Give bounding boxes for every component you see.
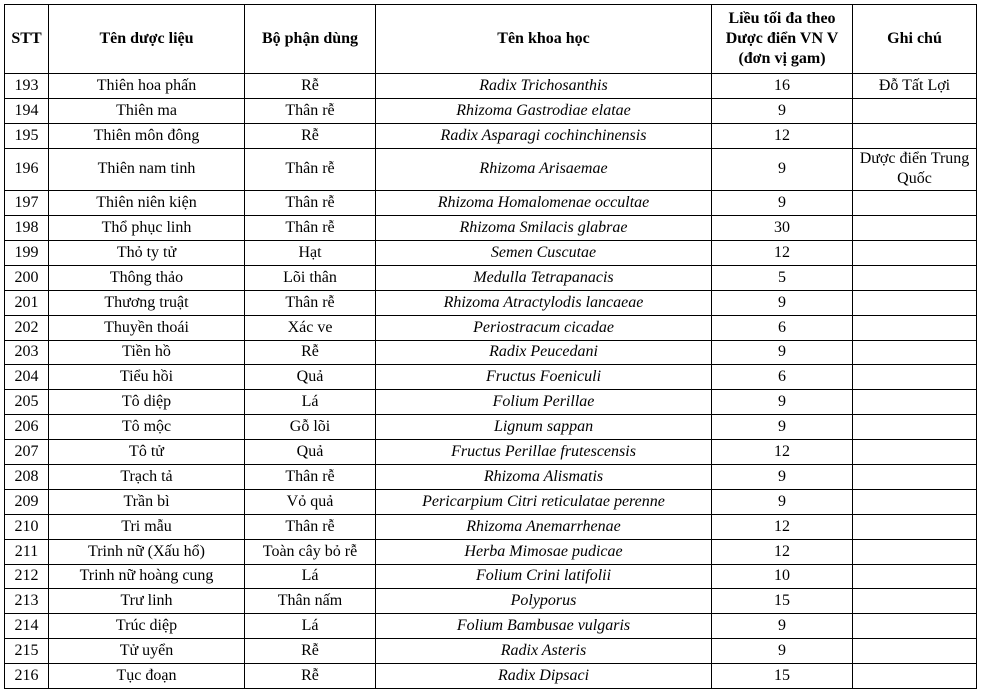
cell-herb-name: Tiểu hồi bbox=[49, 365, 245, 390]
table-row bbox=[5, 489, 977, 514]
cell-herb-name: Trúc diệp bbox=[49, 614, 245, 639]
cell-scientific-name: Rhizoma Smilacis glabrae bbox=[376, 216, 712, 241]
cell-max-dose: 9 bbox=[712, 98, 853, 123]
cell-note bbox=[853, 664, 977, 689]
cell-stt: 195 bbox=[5, 123, 49, 148]
cell-herb-name: Tô tử bbox=[49, 440, 245, 465]
cell-max-dose: 15 bbox=[712, 664, 853, 689]
cell-note bbox=[853, 639, 977, 664]
cell-part-used: Rễ bbox=[245, 639, 376, 664]
header-part-used: Bộ phận dùng bbox=[245, 5, 376, 74]
cell-max-dose: 12 bbox=[712, 539, 853, 564]
table-row bbox=[5, 191, 977, 216]
cell-scientific-name: Herba Mimosae pudicae bbox=[376, 539, 712, 564]
table-row bbox=[5, 639, 977, 664]
cell-scientific-name: Rhizoma Alismatis bbox=[376, 464, 712, 489]
cell-max-dose: 9 bbox=[712, 191, 853, 216]
cell-max-dose: 6 bbox=[712, 365, 853, 390]
cell-stt: 199 bbox=[5, 240, 49, 265]
cell-stt: 214 bbox=[5, 614, 49, 639]
header-herb-name: Tên dược liệu bbox=[49, 5, 245, 74]
cell-scientific-name: Radix Peucedani bbox=[376, 340, 712, 365]
cell-note bbox=[853, 489, 977, 514]
header-note: Ghi chú bbox=[853, 5, 977, 74]
cell-note bbox=[853, 315, 977, 340]
cell-max-dose: 9 bbox=[712, 415, 853, 440]
cell-part-used: Thân rễ bbox=[245, 464, 376, 489]
cell-max-dose: 30 bbox=[712, 216, 853, 241]
cell-part-used: Thân rễ bbox=[245, 98, 376, 123]
document-page bbox=[4, 4, 977, 689]
cell-max-dose: 12 bbox=[712, 123, 853, 148]
cell-stt: 198 bbox=[5, 216, 49, 241]
cell-stt: 213 bbox=[5, 589, 49, 614]
cell-max-dose: 15 bbox=[712, 589, 853, 614]
cell-herb-name: Thiên hoa phấn bbox=[49, 74, 245, 99]
cell-max-dose: 9 bbox=[712, 489, 853, 514]
cell-herb-name: Trần bì bbox=[49, 489, 245, 514]
table-row bbox=[5, 440, 977, 465]
cell-scientific-name: Rhizoma Homalomenae occultae bbox=[376, 191, 712, 216]
cell-herb-name: Trinh nữ (Xấu hổ) bbox=[49, 539, 245, 564]
cell-herb-name: Thỏ ty tử bbox=[49, 240, 245, 265]
cell-stt: 211 bbox=[5, 539, 49, 564]
cell-scientific-name: Rhizoma Anemarrhenae bbox=[376, 514, 712, 539]
cell-scientific-name: Fructus Perillae frutescensis bbox=[376, 440, 712, 465]
cell-herb-name: Thiên niên kiện bbox=[49, 191, 245, 216]
cell-herb-name: Thổ phục linh bbox=[49, 216, 245, 241]
cell-scientific-name: Radix Asteris bbox=[376, 639, 712, 664]
cell-max-dose: 16 bbox=[712, 74, 853, 99]
table-row bbox=[5, 240, 977, 265]
cell-note bbox=[853, 415, 977, 440]
cell-note bbox=[853, 340, 977, 365]
table-row bbox=[5, 290, 977, 315]
cell-stt: 194 bbox=[5, 98, 49, 123]
cell-stt: 207 bbox=[5, 440, 49, 465]
cell-note: Đỗ Tất Lợi bbox=[853, 74, 977, 99]
cell-part-used: Quả bbox=[245, 440, 376, 465]
table-row bbox=[5, 664, 977, 689]
cell-note bbox=[853, 365, 977, 390]
cell-scientific-name: Semen Cuscutae bbox=[376, 240, 712, 265]
cell-scientific-name: Fructus Foeniculi bbox=[376, 365, 712, 390]
cell-scientific-name: Periostracum cicadae bbox=[376, 315, 712, 340]
table-row bbox=[5, 98, 977, 123]
table-row bbox=[5, 589, 977, 614]
cell-herb-name: Trư linh bbox=[49, 589, 245, 614]
cell-note bbox=[853, 440, 977, 465]
cell-max-dose: 6 bbox=[712, 315, 853, 340]
table-row bbox=[5, 340, 977, 365]
cell-part-used: Toàn cây bỏ rễ bbox=[245, 539, 376, 564]
cell-note bbox=[853, 290, 977, 315]
cell-note bbox=[853, 614, 977, 639]
cell-stt: 202 bbox=[5, 315, 49, 340]
cell-part-used: Gỗ lõi bbox=[245, 415, 376, 440]
table-row bbox=[5, 614, 977, 639]
cell-note bbox=[853, 390, 977, 415]
cell-stt: 206 bbox=[5, 415, 49, 440]
cell-herb-name: Tri mẫu bbox=[49, 514, 245, 539]
cell-stt: 208 bbox=[5, 464, 49, 489]
cell-part-used: Thân rễ bbox=[245, 290, 376, 315]
header-max-dose: Liều tối đa theo Dược điển VN V (đơn vị gam) bbox=[712, 5, 853, 74]
cell-part-used: Thân nấm bbox=[245, 589, 376, 614]
cell-stt: 193 bbox=[5, 74, 49, 99]
cell-note bbox=[853, 514, 977, 539]
cell-scientific-name: Folium Perillae bbox=[376, 390, 712, 415]
cell-part-used: Quả bbox=[245, 365, 376, 390]
cell-stt: 209 bbox=[5, 489, 49, 514]
cell-part-used: Vỏ quả bbox=[245, 489, 376, 514]
cell-part-used: Lõi thân bbox=[245, 265, 376, 290]
cell-stt: 215 bbox=[5, 639, 49, 664]
cell-scientific-name: Folium Bambusae vulgaris bbox=[376, 614, 712, 639]
cell-max-dose: 9 bbox=[712, 290, 853, 315]
cell-max-dose: 9 bbox=[712, 340, 853, 365]
cell-scientific-name: Radix Trichosanthis bbox=[376, 74, 712, 99]
cell-stt: 197 bbox=[5, 191, 49, 216]
cell-note bbox=[853, 464, 977, 489]
table-row bbox=[5, 265, 977, 290]
cell-herb-name: Thiên môn đông bbox=[49, 123, 245, 148]
cell-scientific-name: Folium Crini latifolii bbox=[376, 564, 712, 589]
cell-max-dose: 10 bbox=[712, 564, 853, 589]
cell-stt: 210 bbox=[5, 514, 49, 539]
cell-stt: 200 bbox=[5, 265, 49, 290]
cell-herb-name: Tục đoạn bbox=[49, 664, 245, 689]
cell-note bbox=[853, 191, 977, 216]
cell-note bbox=[853, 564, 977, 589]
cell-scientific-name: Rhizoma Arisaemae bbox=[376, 148, 712, 191]
cell-scientific-name: Radix Dipsaci bbox=[376, 664, 712, 689]
cell-max-dose: 9 bbox=[712, 639, 853, 664]
cell-stt: 216 bbox=[5, 664, 49, 689]
cell-max-dose: 12 bbox=[712, 440, 853, 465]
cell-note bbox=[853, 216, 977, 241]
cell-max-dose: 5 bbox=[712, 265, 853, 290]
table-row bbox=[5, 365, 977, 390]
cell-note bbox=[853, 539, 977, 564]
table-row bbox=[5, 390, 977, 415]
cell-stt: 203 bbox=[5, 340, 49, 365]
herb-dosage-table bbox=[4, 4, 977, 689]
cell-scientific-name: Rhizoma Atractylodis lancaeae bbox=[376, 290, 712, 315]
cell-scientific-name: Rhizoma Gastrodiae elatae bbox=[376, 98, 712, 123]
cell-part-used: Lá bbox=[245, 390, 376, 415]
table-row bbox=[5, 315, 977, 340]
cell-scientific-name: Polyporus bbox=[376, 589, 712, 614]
table-row bbox=[5, 564, 977, 589]
cell-part-used: Lá bbox=[245, 564, 376, 589]
cell-scientific-name: Radix Asparagi cochinchinensis bbox=[376, 123, 712, 148]
cell-max-dose: 9 bbox=[712, 614, 853, 639]
table-row bbox=[5, 74, 977, 99]
cell-herb-name: Thiên ma bbox=[49, 98, 245, 123]
header-stt: STT bbox=[5, 5, 49, 74]
cell-herb-name: Trạch tả bbox=[49, 464, 245, 489]
cell-herb-name: Tiền hồ bbox=[49, 340, 245, 365]
cell-note bbox=[853, 98, 977, 123]
cell-part-used: Hạt bbox=[245, 240, 376, 265]
cell-part-used: Rễ bbox=[245, 74, 376, 99]
cell-max-dose: 9 bbox=[712, 148, 853, 191]
table-row bbox=[5, 539, 977, 564]
header-row bbox=[5, 5, 977, 74]
cell-herb-name: Tử uyển bbox=[49, 639, 245, 664]
cell-scientific-name: Medulla Tetrapanacis bbox=[376, 265, 712, 290]
cell-max-dose: 9 bbox=[712, 390, 853, 415]
cell-part-used: Lá bbox=[245, 614, 376, 639]
table-row bbox=[5, 514, 977, 539]
cell-scientific-name: Lignum sappan bbox=[376, 415, 712, 440]
cell-stt: 205 bbox=[5, 390, 49, 415]
table-row bbox=[5, 464, 977, 489]
cell-max-dose: 12 bbox=[712, 514, 853, 539]
cell-scientific-name: Pericarpium Citri reticulatae perenne bbox=[376, 489, 712, 514]
cell-note: Dược điển Trung Quốc bbox=[853, 148, 977, 191]
cell-stt: 204 bbox=[5, 365, 49, 390]
cell-herb-name: Trinh nữ hoàng cung bbox=[49, 564, 245, 589]
cell-part-used: Xác ve bbox=[245, 315, 376, 340]
cell-herb-name: Thông thảo bbox=[49, 265, 245, 290]
cell-max-dose: 12 bbox=[712, 240, 853, 265]
cell-stt: 201 bbox=[5, 290, 49, 315]
cell-herb-name: Thuyền thoái bbox=[49, 315, 245, 340]
cell-part-used: Rễ bbox=[245, 664, 376, 689]
table-row bbox=[5, 415, 977, 440]
cell-note bbox=[853, 123, 977, 148]
table-row bbox=[5, 123, 977, 148]
cell-part-used: Thân rễ bbox=[245, 191, 376, 216]
header-scientific-name: Tên khoa học bbox=[376, 5, 712, 74]
cell-herb-name: Thương truật bbox=[49, 290, 245, 315]
cell-part-used: Thân rễ bbox=[245, 148, 376, 191]
table-body bbox=[5, 74, 977, 689]
cell-part-used: Rễ bbox=[245, 123, 376, 148]
table-row bbox=[5, 148, 977, 191]
cell-note bbox=[853, 265, 977, 290]
cell-stt: 212 bbox=[5, 564, 49, 589]
cell-herb-name: Tô diệp bbox=[49, 390, 245, 415]
cell-max-dose: 9 bbox=[712, 464, 853, 489]
cell-part-used: Rễ bbox=[245, 340, 376, 365]
table-row bbox=[5, 216, 977, 241]
cell-herb-name: Tô mộc bbox=[49, 415, 245, 440]
cell-note bbox=[853, 589, 977, 614]
cell-note bbox=[853, 240, 977, 265]
cell-herb-name: Thiên nam tinh bbox=[49, 148, 245, 191]
cell-part-used: Thân rễ bbox=[245, 216, 376, 241]
cell-part-used: Thân rễ bbox=[245, 514, 376, 539]
cell-stt: 196 bbox=[5, 148, 49, 191]
